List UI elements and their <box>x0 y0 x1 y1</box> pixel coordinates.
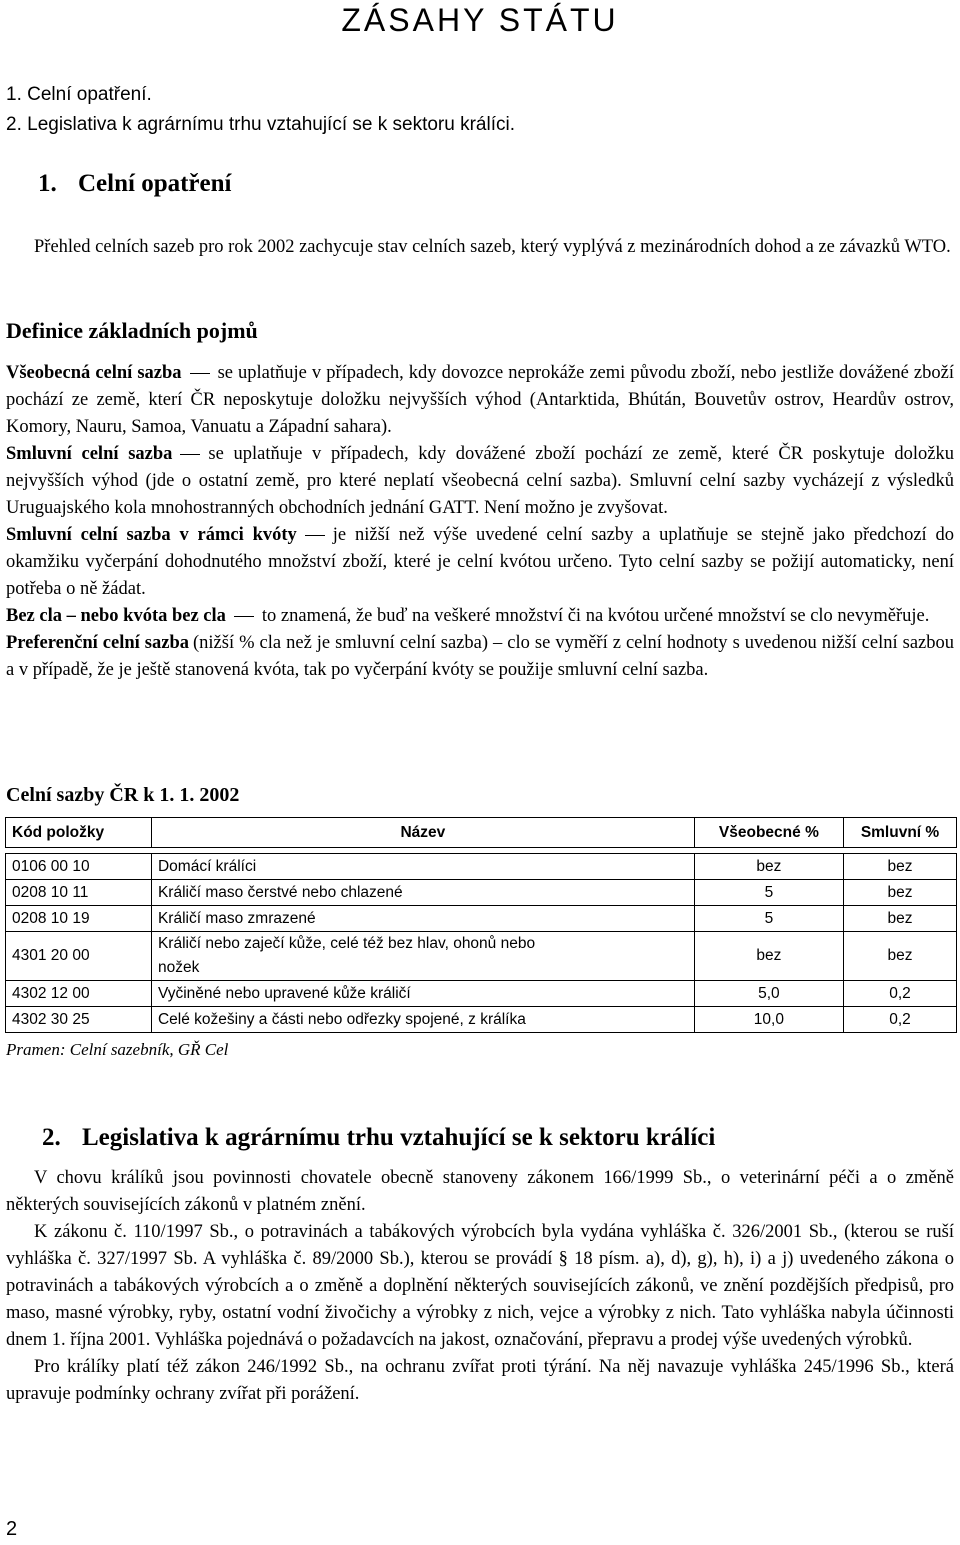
cell-name: Králičí nebo zaječí kůže, celé též bez hlav, ohonů nebo nožek <box>151 932 694 981</box>
table-row <box>6 1007 957 1033</box>
section-1-number: 1. <box>38 170 57 197</box>
table-row <box>6 981 957 1007</box>
table-row <box>6 932 957 981</box>
cell-code: 0208 10 11 <box>6 880 152 906</box>
def-free <box>6 603 954 630</box>
cell-code: 0208 10 19 <box>6 906 152 932</box>
cell-contract: bez <box>844 880 957 906</box>
page-title: ZÁSAHY STÁTU <box>341 2 619 38</box>
cell-general: bez <box>694 932 843 981</box>
table-source: Pramen: Celní sazebník, GŘ Cel <box>6 1040 229 1059</box>
cell-contract: bez <box>844 932 957 981</box>
table-row <box>6 854 957 880</box>
cell-code: 0106 00 10 <box>6 854 152 880</box>
def-contract-text: se uplatňuje v případech, kdy dovážené zboží pochází ze země, které ČR poskytuje doložku nejvyšších výhod (jde o ostatní země, pro které neplatí všeobecná celní sazba). Smluvní celní sazby vycházejí z výsledků Uruguajského kola mnohostranných obchodních jednání GATT. Není možno je zvyšovat. <box>6 444 954 518</box>
definitions-heading: Definice základních pojmů <box>6 318 258 343</box>
table-row <box>6 880 957 906</box>
cell-code: 4301 20 00 <box>6 932 152 981</box>
def-pref <box>6 630 954 684</box>
def-contract-term: Smluvní celní sazba <box>6 444 173 464</box>
cell-name: Králičí maso zmrazené <box>151 906 694 932</box>
page-number: 2 <box>6 1518 18 1540</box>
section-2-heading <box>42 1124 715 1152</box>
cell-contract: bez <box>844 906 957 932</box>
header-contract: Smluvní % <box>844 818 957 848</box>
cell-contract: 0,2 <box>844 1007 957 1033</box>
cell-general: 5,0 <box>694 981 843 1007</box>
header-name: Název <box>151 818 694 848</box>
toc-item-1: 1. Celní opatření. <box>6 84 152 105</box>
cell-name: Celé kožešiny a části nebo odřezky spojené, z králíka <box>151 1007 694 1033</box>
header-code: Kód položky <box>6 818 152 848</box>
cell-code: 4302 12 00 <box>6 981 152 1007</box>
cell-contract: 0,2 <box>844 981 957 1007</box>
toc-item-2: 2. Legislativa k agrárnímu trhu vztahující se k sektoru králíci. <box>6 114 515 135</box>
table-row <box>6 906 957 932</box>
tariff-table <box>5 817 957 1033</box>
section-2-title: Legislativa k agrárnímu trhu vztahující se k sektoru králíci <box>82 1124 716 1151</box>
cell-code: 4302 30 25 <box>6 1007 152 1033</box>
def-free-term: Bez cla – nebo kvóta bez cla <box>6 606 226 626</box>
def-general <box>6 360 954 441</box>
section-1-title: Celní opatření <box>78 170 232 197</box>
def-quota-text: je nižší než výše uvedené celní sazby a uplatňuje se stejně jako předchozí do okamžiku vyčerpání dohodnutého množství zboží, které je celní kvótou určeno. Tyto celní sazby se požijí automaticky, není potřeba o ně žádat. <box>6 525 955 599</box>
cell-name: Vyčiněné nebo upravené kůže králičí <box>151 981 694 1007</box>
section-2-paragraph-1: V chovu králíků jsou povinnosti chovatele obecně stanoveny zákonem 166/1999 Sb., o veterinární péči a o změně některých souvisejících zákonů v platném znění. <box>6 1168 954 1215</box>
cell-name: Králičí maso čerstvé nebo chlazené <box>151 880 694 906</box>
cell-general: bez <box>694 854 843 880</box>
cell-contract: bez <box>844 854 957 880</box>
cell-general: 5 <box>694 880 843 906</box>
def-quota-term: Smluvní celní sazba v rámci kvóty <box>6 525 297 545</box>
intro-text: Přehled celních sazeb pro rok 2002 zachycuje stav celních sazeb, který vyplývá z mezinárodních dohod a ze závazků WTO. <box>34 237 951 257</box>
def-general-term: Všeobecná celní sazba <box>6 363 182 383</box>
table-caption: Celní sazby ČR k 1. 1. 2002 <box>6 784 240 806</box>
cell-general: 10,0 <box>694 1007 843 1033</box>
definitions-body <box>6 360 954 684</box>
def-pref-term: Preferenční celní sazba <box>6 633 189 653</box>
def-quota <box>6 522 954 603</box>
def-general-text: se uplatňuje v případech, kdy dovozce neprokáže zemi původu zboží, nebo jestliže dovážené zboží pochází ze země, kterí ČR neposkytuje doložku nejvyšších výhod (Antarktida, Bhútán, Bouvetův ostrov, Heardův ostrov, Komory, Nauru, Samoa, Vanuatu a Západní sahara). <box>6 363 954 437</box>
section-2-paragraph-3: Pro králíky platí též zákon 246/1992 Sb., na ochranu zvířat proti týrání. Na něj navazuje vyhláška 245/1996 Sb., která upravuje podmínky ochrany zvířat při porážení. <box>6 1357 954 1404</box>
cell-general: 5 <box>694 906 843 932</box>
section-1-heading <box>38 170 231 198</box>
def-contract <box>6 441 954 522</box>
section-2-number: 2. <box>42 1124 61 1151</box>
section-2-body <box>6 1165 954 1408</box>
section-1-intro <box>6 234 954 261</box>
header-general: Všeobecné % <box>694 818 843 848</box>
cell-name: Domácí králíci <box>151 854 694 880</box>
table-header-row <box>6 818 957 848</box>
section-2-paragraph-2: K zákonu č. 110/1997 Sb., o potravinách a tabákových výrobcích byla vydána vyhláška č. 326/2001 Sb., (kterou se ruší vyhláška č. 327/1997 Sb. A vyhláška č. 89/2000 Sb.), kterou se provádí § 18 písm. a), d), g), h), i) a j) uvedeného zákona o potravinách a tabákových výrobcích a o změně a doplnění některých souvisejících zákonů, ve znění pozdějších předpisů, pro maso, masné výrobky, ryby, ostatní vodní živočichy a výrobky z nich, vejce a výrobky z nich. Tato vyhláška nabyla účinnosti dnem 1. října 2001. Vyhláška pojednává o požadavcích na jakost, označování, přepravu a prodej výše uvedených výrobků. <box>6 1222 954 1350</box>
def-pref-text: (nižší % cla než je smluvní celní sazba) – clo se vyměří z celní hodnoty s uvedenou nižší celní sazbou a v případě, že je ještě stanovená kvóta, tak po vyčerpání kvóty se použije smluvní celní sazba. <box>6 633 955 680</box>
def-free-text: to znamená, že buď na veškeré množství či na kvótou určené množství se clo nevyměřuje. <box>261 606 930 626</box>
